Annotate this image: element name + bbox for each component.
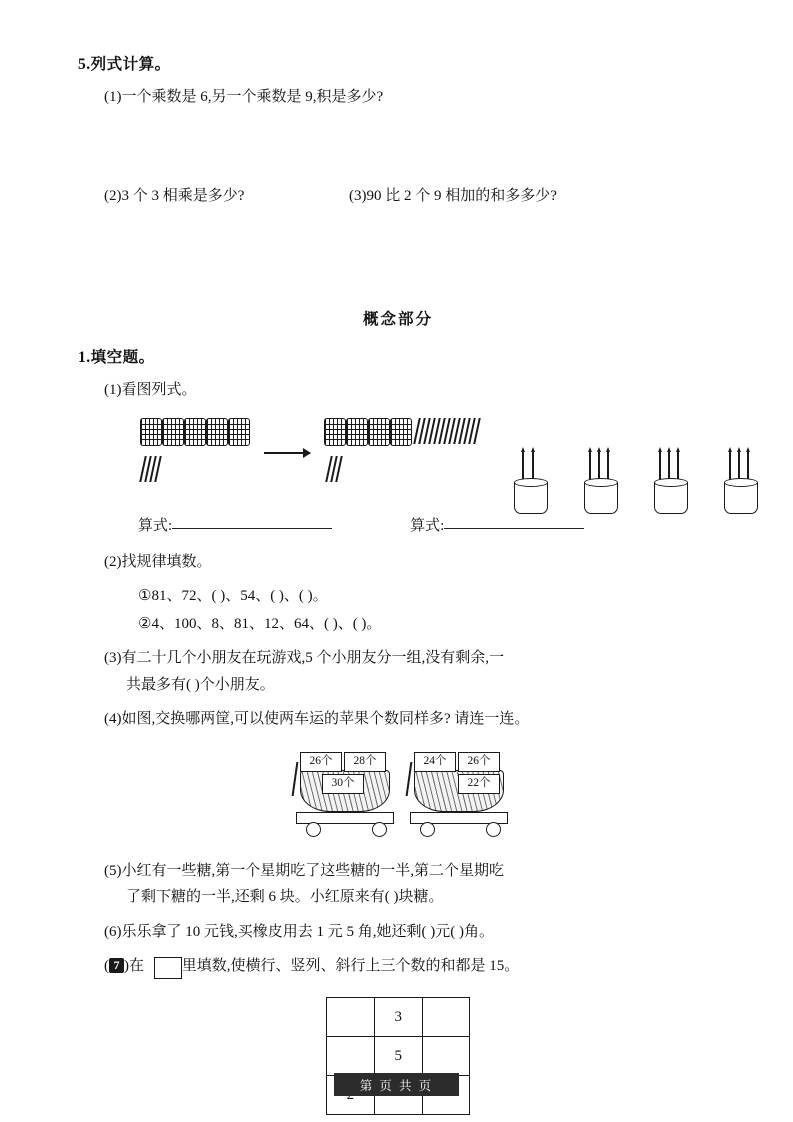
- basket-tag: 26个: [300, 752, 342, 772]
- magic-cell[interactable]: [327, 1037, 375, 1076]
- concept-q6: (6)乐乐拿了 10 元钱,买橡皮用去 1 元 5 角,她还剩( )元( )角。: [104, 923, 494, 940]
- question-5-row: [78, 184, 718, 205]
- pencil-bundle: [140, 418, 162, 446]
- magic-cell[interactable]: 5: [374, 1037, 422, 1076]
- concept-q1-label: (1)看图列式。: [104, 382, 197, 399]
- question-7-badge: 7: [109, 958, 124, 973]
- concept-q2-label: (2)找规律填数。: [104, 553, 212, 570]
- question-5-3: (3)90 比 2 个 9 相加的和多多少?: [349, 188, 557, 205]
- page-number-label: 第 页 共 页: [334, 1073, 459, 1096]
- question-5-heading: [78, 52, 718, 74]
- cart-wheel: [372, 822, 387, 837]
- concept-q5-line2: 了剩下糖的一半,还剩 6 块。小红原来有( )块糖。: [126, 889, 444, 906]
- pencil-bundle: [368, 418, 390, 446]
- apple-cart-figure: [78, 738, 718, 850]
- fill-in-box[interactable]: [154, 957, 182, 979]
- pencil-bundle: [228, 418, 250, 446]
- cart-wheel: [306, 822, 321, 837]
- concept-q3-line1: (3)有二十几个小朋友在玩游戏,5 个小朋友分一组,没有剩余,一: [104, 650, 504, 667]
- formula-label-left: 算式:: [138, 517, 173, 534]
- pencil-bundle: [390, 418, 412, 446]
- basket-tag: 28个: [344, 752, 386, 772]
- concept-q3-line2: 共最多有( )个小朋友。: [126, 676, 275, 693]
- cup-body: [654, 483, 688, 514]
- concept-q4-label: (4)如图,交换哪两筐,可以使两车运的苹果个数同样多? 请连一连。: [104, 710, 530, 727]
- pencil-figure: [78, 412, 718, 520]
- pencil-cups-group: [508, 418, 762, 514]
- right-arrow-icon: [264, 452, 310, 454]
- concept-q2-line2: ②4、100、8、81、12、64、( )、( )。: [138, 616, 382, 632]
- cup-body: [584, 483, 618, 514]
- answer-space-5-2: [78, 205, 718, 267]
- concept-q2-line1: ①81、72、( )、54、( )、( )。: [138, 587, 328, 604]
- question-5-number: 5.: [78, 56, 91, 73]
- table-row: [327, 998, 470, 1037]
- question-5-title: 列式计算。: [90, 56, 171, 73]
- concept-question-1-number: 1.: [78, 349, 91, 367]
- page-footer: [0, 1073, 793, 1096]
- concept-q7-before: 在: [129, 957, 145, 974]
- cart-wheel: [486, 822, 501, 837]
- pencil-cup: [718, 418, 762, 514]
- magic-square-table: [326, 997, 470, 1115]
- pencil-singles-group: [142, 456, 159, 482]
- basket-tag: 24个: [414, 752, 456, 772]
- pencil-cup: [578, 418, 622, 514]
- magic-cell[interactable]: [422, 1037, 469, 1076]
- cup-body: [514, 483, 548, 514]
- cart-wheel: [420, 822, 435, 837]
- concept-question-1-heading: [78, 345, 718, 367]
- pencil-cup: [648, 418, 692, 514]
- cup-body: [724, 483, 758, 514]
- table-row: [327, 1037, 470, 1076]
- magic-cell[interactable]: [422, 998, 469, 1037]
- basket-tag: 26个: [458, 752, 500, 772]
- answer-space-5-1: [78, 118, 718, 184]
- worksheet-content: [78, 52, 718, 1115]
- question-5-2: (2)3 个 3 相乘是多少?: [104, 188, 245, 205]
- pencil-singles-group: [328, 456, 340, 482]
- cart-handle: [292, 762, 299, 796]
- pencil-bundle: [324, 418, 346, 446]
- magic-cell[interactable]: 3: [374, 998, 422, 1037]
- pencil-cup: [508, 418, 552, 514]
- pencil-singles-group: [416, 418, 478, 444]
- cart-handle: [406, 762, 413, 796]
- concept-q5-line1: (5)小红有一些糖,第一个星期吃了这些糖的一半,第二个星期吃: [104, 863, 504, 879]
- formula-label-right: 算式:: [410, 517, 445, 534]
- basket-tag: 30个: [322, 774, 364, 794]
- concept-q7: ( 7 )在 里填数,使横行、竖列、斜行上三个数的和都是 15。: [78, 953, 718, 979]
- concept-q7-after: 里填数,使横行、竖列、斜行上三个数的和都是 15。: [181, 957, 520, 974]
- pencil-bundle: [184, 418, 206, 446]
- pencil-bundle: [162, 418, 184, 446]
- question-5-1: (1)一个乘数是 6,另一个乘数是 9,积是多少?: [104, 89, 384, 105]
- concept-question-1-title: 填空题。: [90, 349, 155, 367]
- pencil-bundle: [346, 418, 368, 446]
- pencil-bundle: [206, 418, 228, 446]
- magic-cell[interactable]: [327, 998, 375, 1037]
- basket-tag: 22个: [458, 774, 500, 794]
- section-title: 概念部分: [362, 311, 433, 329]
